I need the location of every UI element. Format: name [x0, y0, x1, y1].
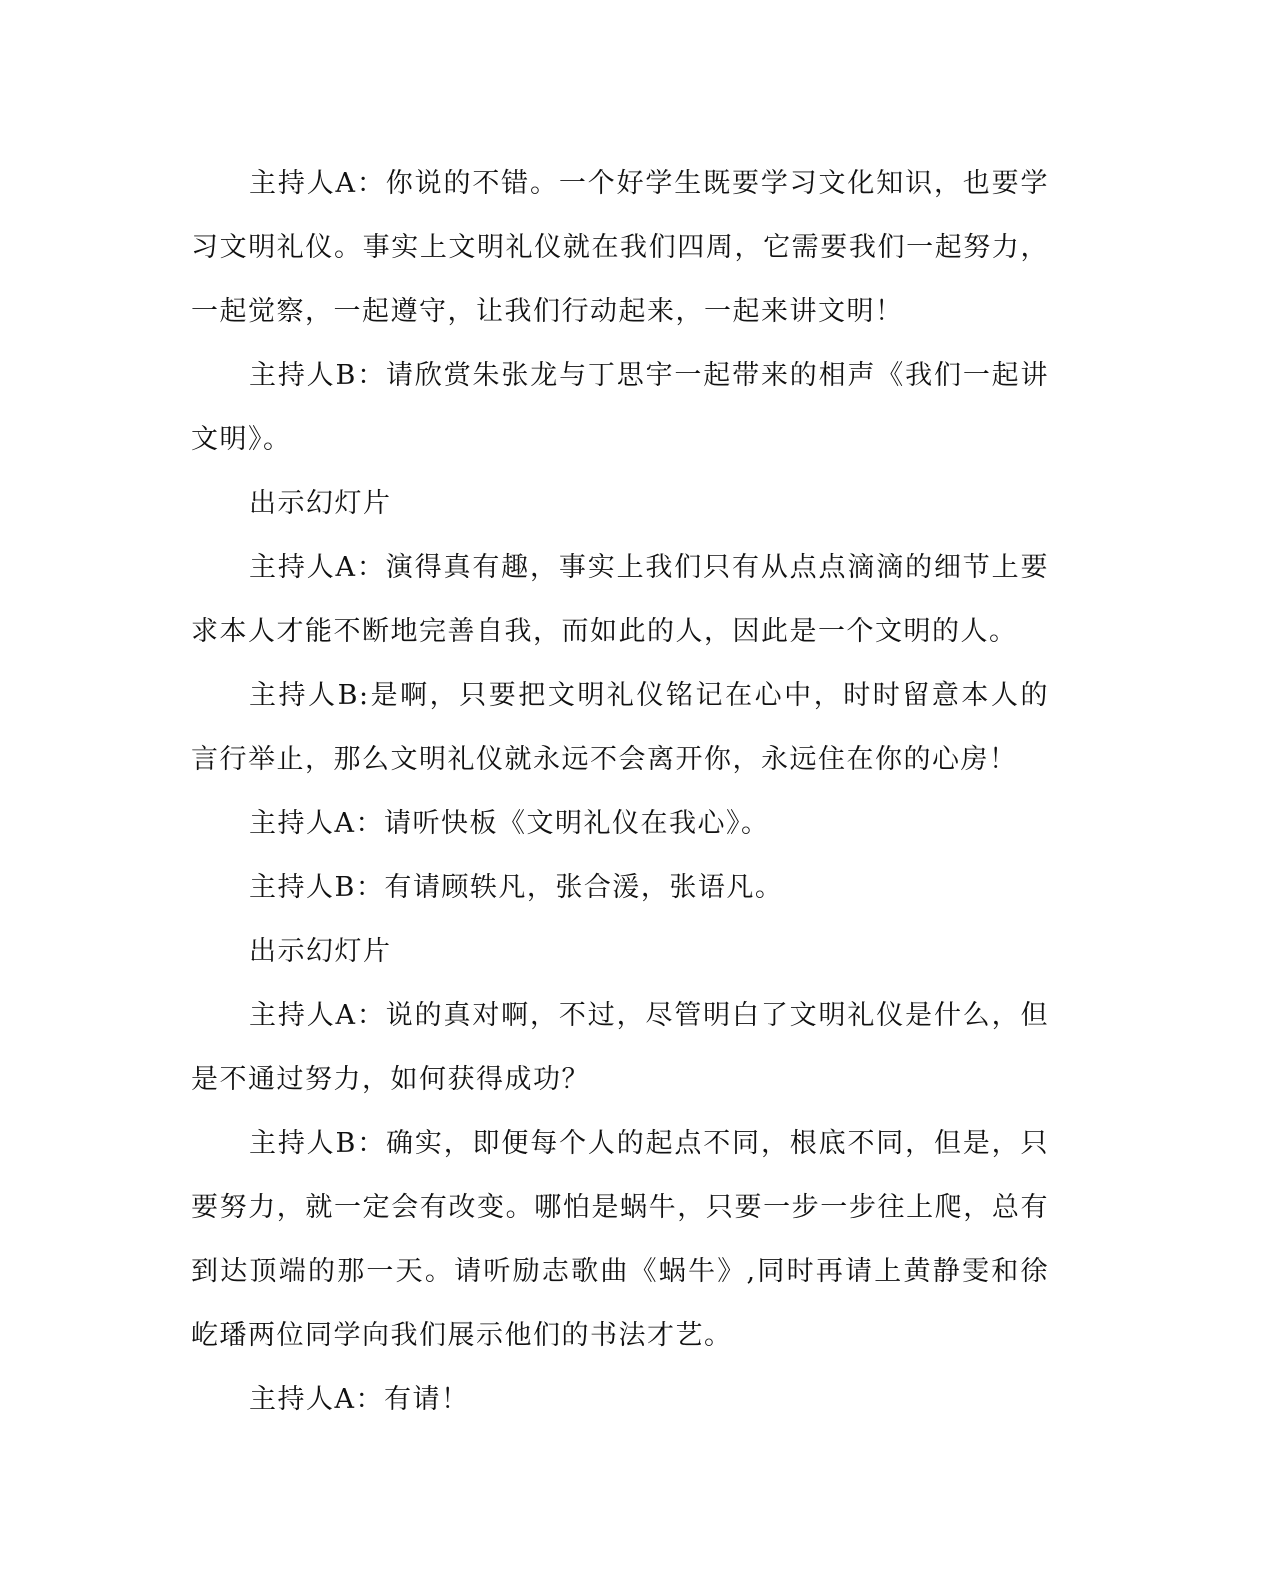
paragraph-host-b-2: 主持人B:是啊，只要把文明礼仪铭记在心中，时时留意本人的言行举止，那么文明礼仪就永远不会离开你，永远住在你的心房！	[191, 680, 1049, 775]
paragraph-slide-cue-2: 出示幻灯片	[249, 936, 392, 967]
paragraph-host-b-3: 主持人B：有请顾轶凡，张合湲，张语凡。	[249, 872, 784, 903]
paragraph-host-a-3: 主持人A：请听快板《文明礼仪在我心》。	[249, 808, 770, 839]
document-body	[191, 152, 1049, 1432]
paragraph-host-b-4: 主持人B：确实，即便每个人的起点不同，根底不同，但是，只要努力，就一定会有改变。哪怕是蜗牛，只要一步一步往上爬，总有到达顶端的那一天。请听励志歌曲《蜗牛》,同时再请上黄静雯和徐屹璠两位同学向我们展示他们的书法才艺。	[191, 1128, 1049, 1351]
paragraph-slide-cue-1: 出示幻灯片	[249, 488, 392, 519]
paragraph-host-b-1: 主持人B：请欣赏朱张龙与丁思宇一起带来的相声《我们一起讲文明》。	[191, 360, 1049, 455]
paragraph-host-a-2: 主持人A：演得真有趣，事实上我们只有从点点滴滴的细节上要求本人才能不断地完善自我，而如此的人，因此是一个文明的人。	[191, 552, 1049, 647]
paragraph-host-a-1: 主持人A：你说的不错。一个好学生既要学习文化知识，也要学习文明礼仪。事实上文明礼仪就在我们四周，它需要我们一起努力，一起觉察，一起遵守，让我们行动起来，一起来讲文明！	[191, 168, 1049, 327]
paragraph-host-a-5: 主持人A：有请！	[249, 1384, 470, 1415]
paragraph-host-a-4: 主持人A：说的真对啊，不过，尽管明白了文明礼仪是什么，但是不通过努力，如何获得成功？	[191, 1000, 1049, 1095]
